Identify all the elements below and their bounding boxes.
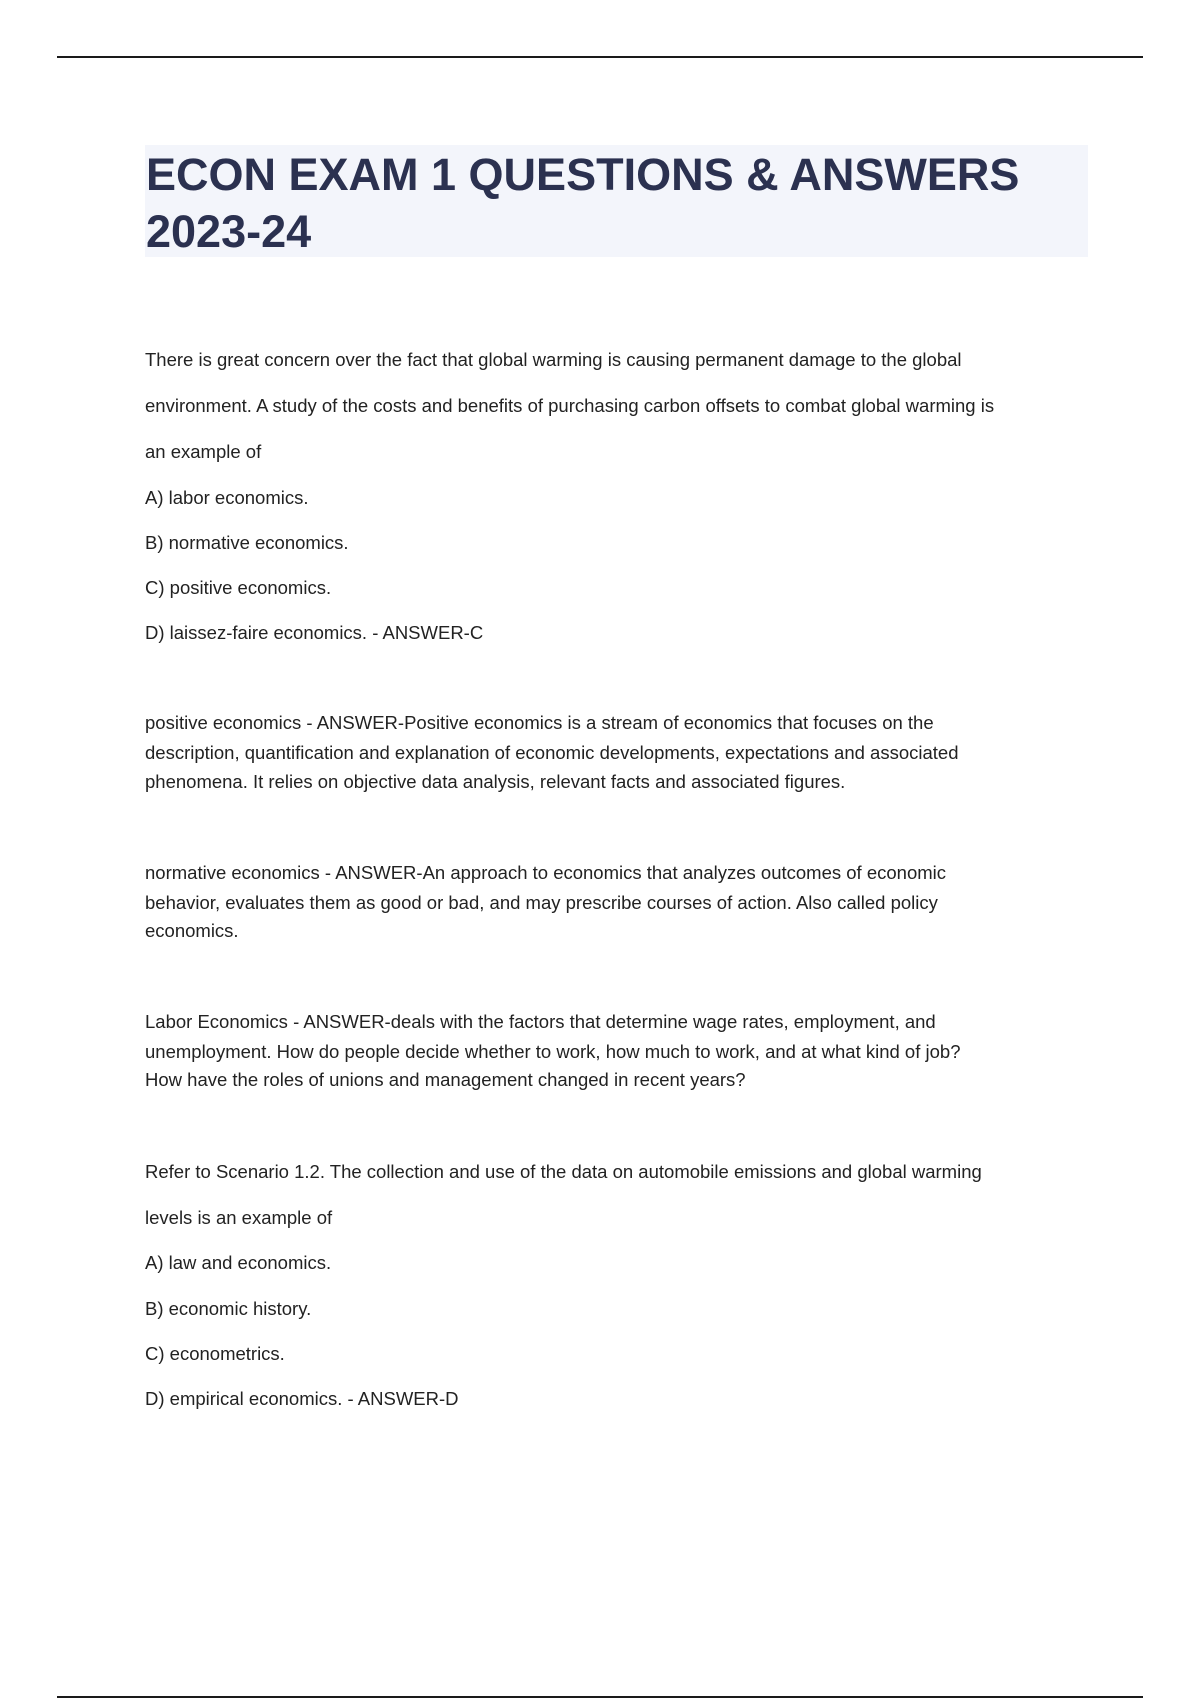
definition-labor-line-1: Labor Economics - ANSWER-deals with the factors that determine wage rates, employment, and <box>145 1011 936 1032</box>
definition-normative-line-2: behavior, evaluates them as good or bad, and may prescribe courses of action. Also called policy <box>145 892 938 913</box>
question-2-stem-line-2: levels is an example of <box>145 1207 333 1228</box>
definition-labor-line-2: unemployment. How do people decide whether to work, how much to work, and at what kind of job? <box>145 1041 961 1062</box>
question-1-stem-line-3: an example of <box>145 441 262 462</box>
title-line-1: ECON EXAM 1 QUESTIONS & ANSWERS <box>146 149 1020 200</box>
definition-labor-line-3: How have the roles of unions and management changed in recent years? <box>145 1069 746 1090</box>
top-rule <box>57 56 1143 58</box>
definition-positive-line-1: positive economics - ANSWER-Positive economics is a stream of economics that focuses on the <box>145 712 934 733</box>
question-1-option-c: C) positive economics. <box>145 577 332 598</box>
question-1-stem-line-2: environment. A study of the costs and benefits of purchasing carbon offsets to combat global warming is <box>145 395 995 416</box>
definition-normative-line-1: normative economics - ANSWER-An approach to economics that analyzes outcomes of economic <box>145 862 947 883</box>
definition-positive-line-2: description, quantification and explanation of economic developments, expectations and associated <box>145 742 959 763</box>
document-title <box>146 146 1086 260</box>
question-1-option-b: B) normative economics. <box>145 532 349 553</box>
title-line-2: 2023-24 <box>146 206 312 257</box>
question-1-stem-line-1: There is great concern over the fact that global warming is causing permanent damage to the global <box>145 349 962 370</box>
definition-normative-line-3: economics. <box>145 920 239 941</box>
question-1-option-a: A) labor economics. <box>145 487 309 508</box>
question-2-option-a: A) law and economics. <box>145 1252 332 1273</box>
question-1-option-d-answer: D) laissez-faire economics. - ANSWER-C <box>145 622 484 643</box>
bottom-rule <box>57 1696 1143 1698</box>
question-2-stem-line-1: Refer to Scenario 1.2. The collection and use of the data on automobile emissions and global warming <box>145 1161 982 1182</box>
definition-positive-line-3: phenomena. It relies on objective data analysis, relevant facts and associated figures. <box>145 771 846 792</box>
question-2-option-d-answer: D) empirical economics. - ANSWER-D <box>145 1388 459 1409</box>
question-2-option-b: B) economic history. <box>145 1298 312 1319</box>
question-2-option-c: C) econometrics. <box>145 1343 285 1364</box>
